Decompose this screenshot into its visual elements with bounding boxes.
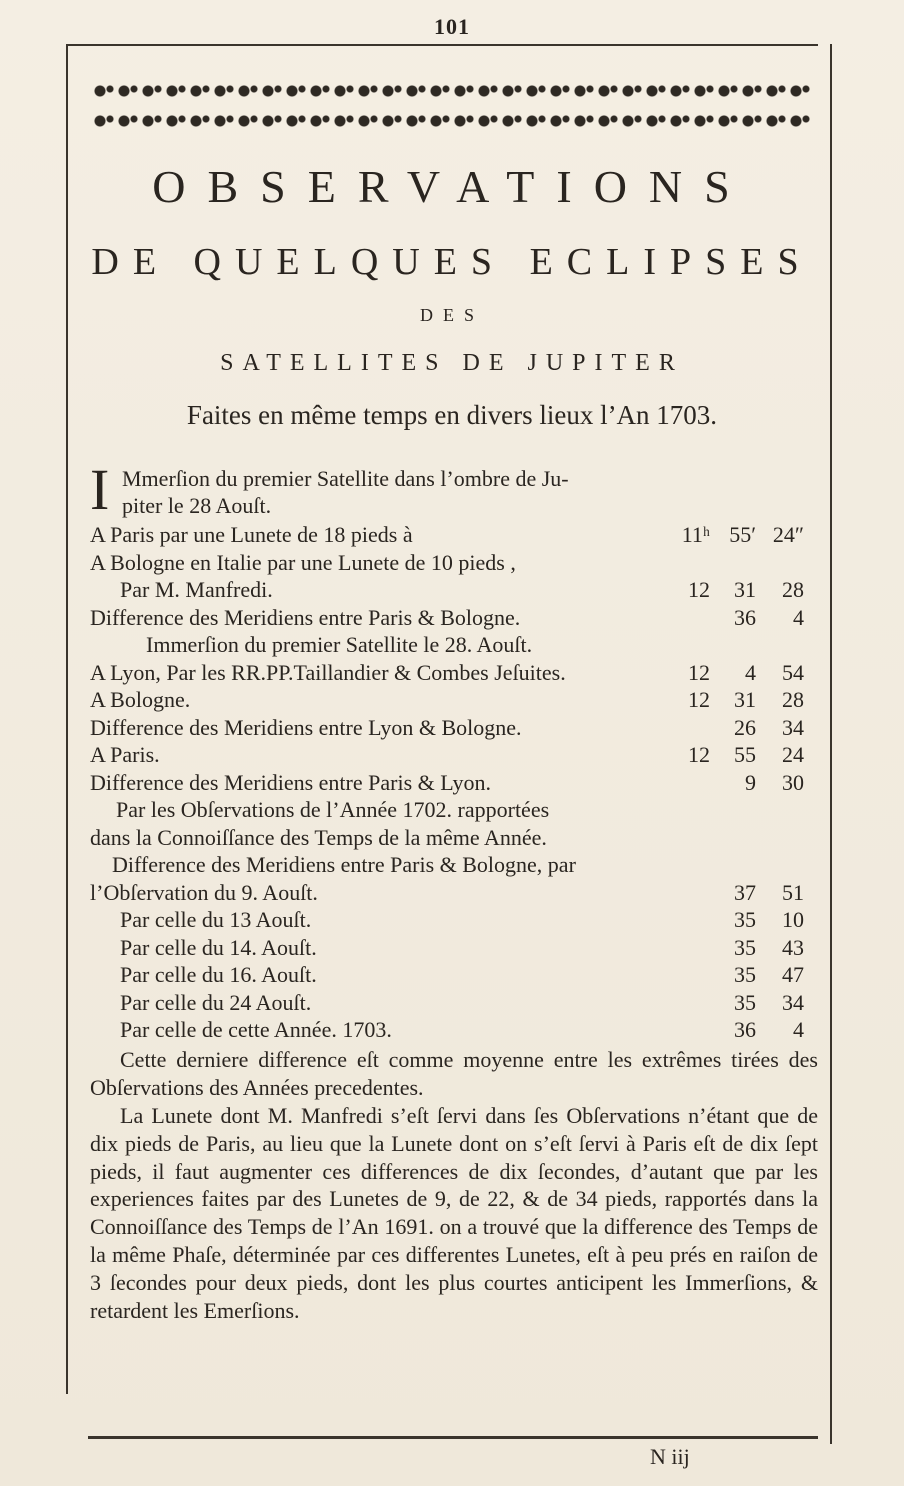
row-minutes: 35 — [734, 907, 756, 932]
row-seconds: 4 — [793, 1017, 804, 1042]
table-row — [90, 797, 814, 825]
intro-text-2: piter le 28 Aouſt. — [122, 493, 272, 518]
row-hours: 12 — [688, 687, 710, 712]
row-minutes: 31 — [734, 577, 756, 602]
intro-text-1: Mmerſion du premier Satellite dans l’ombre de Ju- — [122, 466, 569, 491]
row-label: A Paris par une Lunete de 18 pieds à — [90, 522, 413, 547]
row-hours: 12 — [688, 577, 710, 602]
row-seconds: 30 — [782, 769, 804, 795]
top-rule — [66, 44, 818, 46]
row-minutes: 26 — [734, 714, 756, 740]
row-seconds: 34 — [782, 714, 804, 740]
row-label: A Lyon, Par les RR.PP.Taillandier & Combes Jeſuites. — [90, 659, 566, 685]
row-label: Par celle du 13 Aouſt. — [120, 907, 312, 932]
row-hours: 12 — [688, 659, 710, 685]
row-minutes: 35 — [734, 962, 756, 987]
ornament-band-bottom — [92, 110, 814, 132]
row-minutes: 31 — [734, 687, 756, 712]
ornament-band-top — [92, 80, 814, 102]
table-row — [90, 715, 814, 743]
row-minutes: 37 — [734, 879, 756, 905]
row-minutes: 55′ — [729, 522, 756, 547]
paragraph-2: La Lunete dont M. Manfredi s’eſt ſervi dans ſes Obſervations n’étant que de dix pieds de Paris, au lieu que la Lunete dont on s’eſt ſervi à Paris eſt de dix ſept pieds, il faut augmenter ces differences de dix ſecondes, d’autant que par les experiences faites par des Lunetes de 9, de 22, & de 34 pieds, rapportés dans la Connoiſſance des Temps de l’An 1691. on a trouvé que la difference des Temps de la même Phaſe, déterminée par ces differentes Lunetes, eſt à peu prés en raiſon de 3 ſecondes pour deux pieds, dont les plus courtes anticipent les Immerſions, & retardent les Emerſions. — [90, 1103, 818, 1323]
row-label: Immerſion du premier Satellite le 28. Aouſt. — [146, 632, 533, 657]
row-minutes: 55 — [734, 742, 756, 767]
table-row — [90, 660, 814, 688]
row-seconds: 54 — [782, 659, 804, 685]
row-seconds: 28 — [782, 577, 804, 602]
table-row — [90, 605, 814, 633]
row-label: dans la Connoiſſance des Temps de la même Année. — [90, 824, 547, 850]
table-row — [90, 742, 814, 770]
table-row — [90, 880, 814, 908]
row-minutes: 35 — [734, 934, 756, 960]
intro-line-1 — [122, 466, 846, 494]
row-label: Par celle du 16. Aouſt. — [120, 962, 317, 987]
table-row — [90, 935, 814, 963]
row-label: Difference des Meridiens entre Paris & Lyon. — [90, 769, 491, 795]
table-row — [90, 632, 814, 660]
row-minutes: 4 — [745, 659, 756, 685]
table-row — [90, 577, 814, 605]
row-label: Difference des Meridiens entre Paris & Bologne, par — [112, 852, 576, 877]
row-seconds: 47 — [782, 962, 804, 987]
table-row — [90, 550, 814, 578]
row-seconds: 24 — [782, 742, 804, 767]
row-label: Difference des Meridiens entre Lyon & Bologne. — [90, 714, 522, 740]
title-satellites: SATELLITES DE JUPITER — [220, 350, 684, 376]
table-row — [90, 825, 814, 853]
row-seconds: 34 — [782, 989, 804, 1015]
table-row — [90, 687, 814, 715]
table-row — [90, 522, 814, 550]
row-seconds: 10 — [782, 907, 804, 932]
title-eclipses: DE QUELQUES ECLIPSES — [91, 241, 813, 283]
row-seconds: 24″ — [772, 522, 804, 547]
row-seconds: 43 — [782, 934, 804, 960]
row-minutes: 36 — [734, 1017, 756, 1042]
table-row — [90, 852, 814, 880]
row-label: Difference des Meridiens entre Paris & Bologne. — [90, 604, 521, 630]
row-seconds: 4 — [793, 604, 804, 630]
table-row — [90, 1017, 814, 1045]
row-label: Par celle de cette Année. 1703. — [120, 1017, 392, 1042]
row-label: l’Obſervation du 9. Aouſt. — [90, 879, 318, 905]
signature-mark: N iij — [650, 1444, 690, 1469]
row-minutes: 35 — [734, 989, 756, 1015]
row-hours: 11ʰ — [681, 522, 710, 547]
paragraph-1: Cette derniere difference eſt comme moyenne entre les extrêmes tirées des Obſervations des Années precedentes. — [90, 1047, 818, 1100]
title-des: DES — [419, 305, 484, 325]
row-label: Par les Obſervations de l’Année 1702. rapportées — [116, 797, 550, 822]
table-row — [90, 770, 814, 798]
bottom-rule — [88, 1436, 818, 1439]
row-minutes: 36 — [734, 604, 756, 630]
page-number: 101 — [434, 14, 470, 39]
row-label: Par celle du 14. Aouſt. — [120, 934, 317, 960]
row-label: Par celle du 24 Aouſt. — [120, 989, 312, 1015]
row-seconds: 51 — [782, 879, 804, 905]
title-faites: Faites en même temps en divers lieux l’An 1703. — [186, 400, 718, 430]
row-label: A Bologne en Italie par une Lunete de 10 pieds , — [90, 549, 516, 575]
row-hours: 12 — [688, 742, 710, 767]
row-label: A Paris. — [90, 742, 160, 767]
title-observations: OBSERVATIONS — [152, 161, 752, 212]
row-minutes: 9 — [745, 769, 756, 795]
drop-cap: I — [90, 457, 110, 522]
row-label: A Bologne. — [90, 687, 191, 712]
row-label: Par M. Manfredi. — [120, 577, 273, 602]
table-row — [90, 907, 814, 935]
row-seconds: 28 — [782, 687, 804, 712]
table-row — [90, 990, 814, 1018]
intro-line-2 — [122, 493, 846, 521]
table-row — [90, 962, 814, 990]
